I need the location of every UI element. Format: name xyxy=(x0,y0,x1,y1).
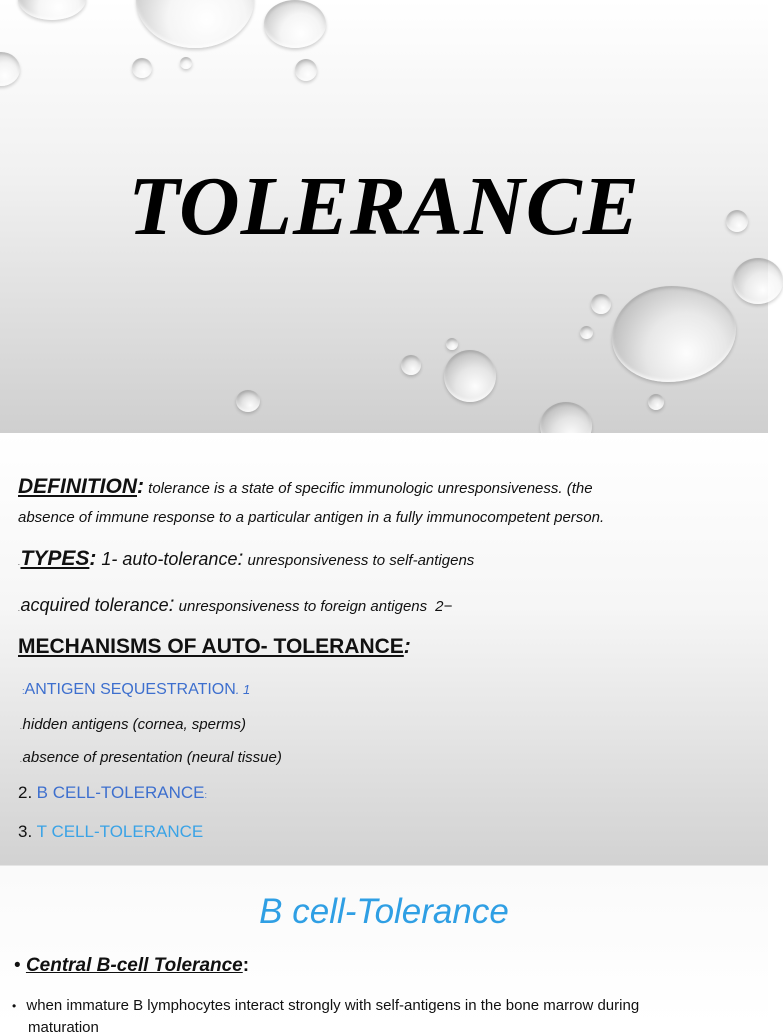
water-drop-decoration xyxy=(591,294,611,314)
immature-b-lymphocytes-text: when immature B lymphocytes interact strongly with self-antigens in the bone marrow during xyxy=(26,997,640,1014)
immature-b-lymphocytes-text-cut: maturation xyxy=(28,1019,99,1036)
acquired-line xyxy=(18,593,452,617)
antigen-sequestration-line xyxy=(22,681,250,699)
types-line xyxy=(18,547,474,571)
water-drop-decoration xyxy=(136,0,254,48)
auto-tolerance-desc: unresponsiveness to self-antigens xyxy=(243,552,475,569)
slide-title: B cell-Tolerance xyxy=(259,892,509,931)
absence-presentation-line xyxy=(20,749,282,766)
definition-text: tolerance is a state of specific immunologic unresponsiveness. (the xyxy=(144,480,593,497)
auto-tolerance-label: 1- auto-tolerance xyxy=(96,549,238,569)
acquired-label: acquired tolerance xyxy=(20,595,169,615)
auto-tolerance-colon: : xyxy=(237,547,244,570)
water-drop-decoration xyxy=(401,355,421,375)
b-cell-colon: : xyxy=(204,790,208,800)
central-b-cell-colon: : xyxy=(242,955,250,976)
definition-label: DEFINITION xyxy=(18,475,137,498)
hidden-antigens-text: hidden antigens (cornea, sperms) xyxy=(22,716,246,733)
acquired-number: 2− xyxy=(435,598,453,615)
definition-line xyxy=(18,475,593,499)
absence-presentation-text: absence of presentation (neural tissue) xyxy=(22,749,282,766)
water-drop-decoration xyxy=(132,58,152,78)
water-drop-decoration xyxy=(18,0,86,20)
b-cell-tolerance-link[interactable]: B CELL-TOLERANCE xyxy=(36,783,205,802)
bullet-icon: • xyxy=(14,955,21,976)
water-drop-decoration xyxy=(580,326,593,339)
title-slide xyxy=(0,0,768,433)
t-cell-tolerance-link[interactable]: T CELL-TOLERANCE xyxy=(36,822,204,841)
b-cell-tolerance-line xyxy=(18,783,207,803)
antigen-sequestration-number: . 1 xyxy=(235,682,251,697)
types-label: TYPES xyxy=(20,547,90,570)
central-b-cell-bullet xyxy=(14,955,249,977)
types-colon: : xyxy=(89,547,97,570)
antigen-sequestration-label: ANTIGEN SEQUESTRATION xyxy=(24,681,236,698)
leading-dot: . xyxy=(18,603,21,613)
b-cell-tolerance-slide xyxy=(0,865,768,1036)
definition-colon: : xyxy=(137,475,144,498)
water-drop-decoration xyxy=(236,390,260,412)
water-drop-decoration xyxy=(648,394,664,410)
water-drop-decoration xyxy=(295,59,317,81)
water-drop-decoration xyxy=(264,0,326,48)
leading-dot: . xyxy=(20,754,23,764)
definition-text-continued: absence of immune response to a particular antigen in a fully immunocompetent person. xyxy=(18,509,605,526)
leading-dot: . xyxy=(20,721,23,731)
slide-title: TOLERANCE xyxy=(128,160,640,253)
acquired-desc: unresponsiveness to foreign antigens xyxy=(174,598,428,615)
b-cell-number: 2. xyxy=(18,783,33,802)
water-drop-decoration xyxy=(733,258,783,304)
mechanisms-line xyxy=(18,635,411,659)
central-b-cell-heading: Central B-cell Tolerance xyxy=(25,955,243,976)
water-drop-decoration xyxy=(612,286,736,382)
leading-dot: . xyxy=(18,557,21,567)
immature-b-lymphocytes-bullet xyxy=(12,997,639,1014)
water-drop-decoration xyxy=(446,338,458,350)
definition-slide xyxy=(0,433,768,865)
t-cell-tolerance-line xyxy=(18,822,203,842)
acquired-colon: : xyxy=(168,593,175,616)
mechanisms-heading: MECHANISMS OF AUTO- TOLERANCE xyxy=(18,635,404,658)
water-drop-decoration xyxy=(444,350,496,402)
water-drop-decoration xyxy=(0,52,20,86)
hidden-antigens-line xyxy=(20,716,246,733)
leading-dot: : xyxy=(22,686,25,696)
t-cell-number: 3. xyxy=(18,822,33,841)
mechanisms-colon: : xyxy=(403,635,411,658)
bullet-icon: • xyxy=(12,999,17,1013)
water-drop-decoration xyxy=(180,57,192,69)
